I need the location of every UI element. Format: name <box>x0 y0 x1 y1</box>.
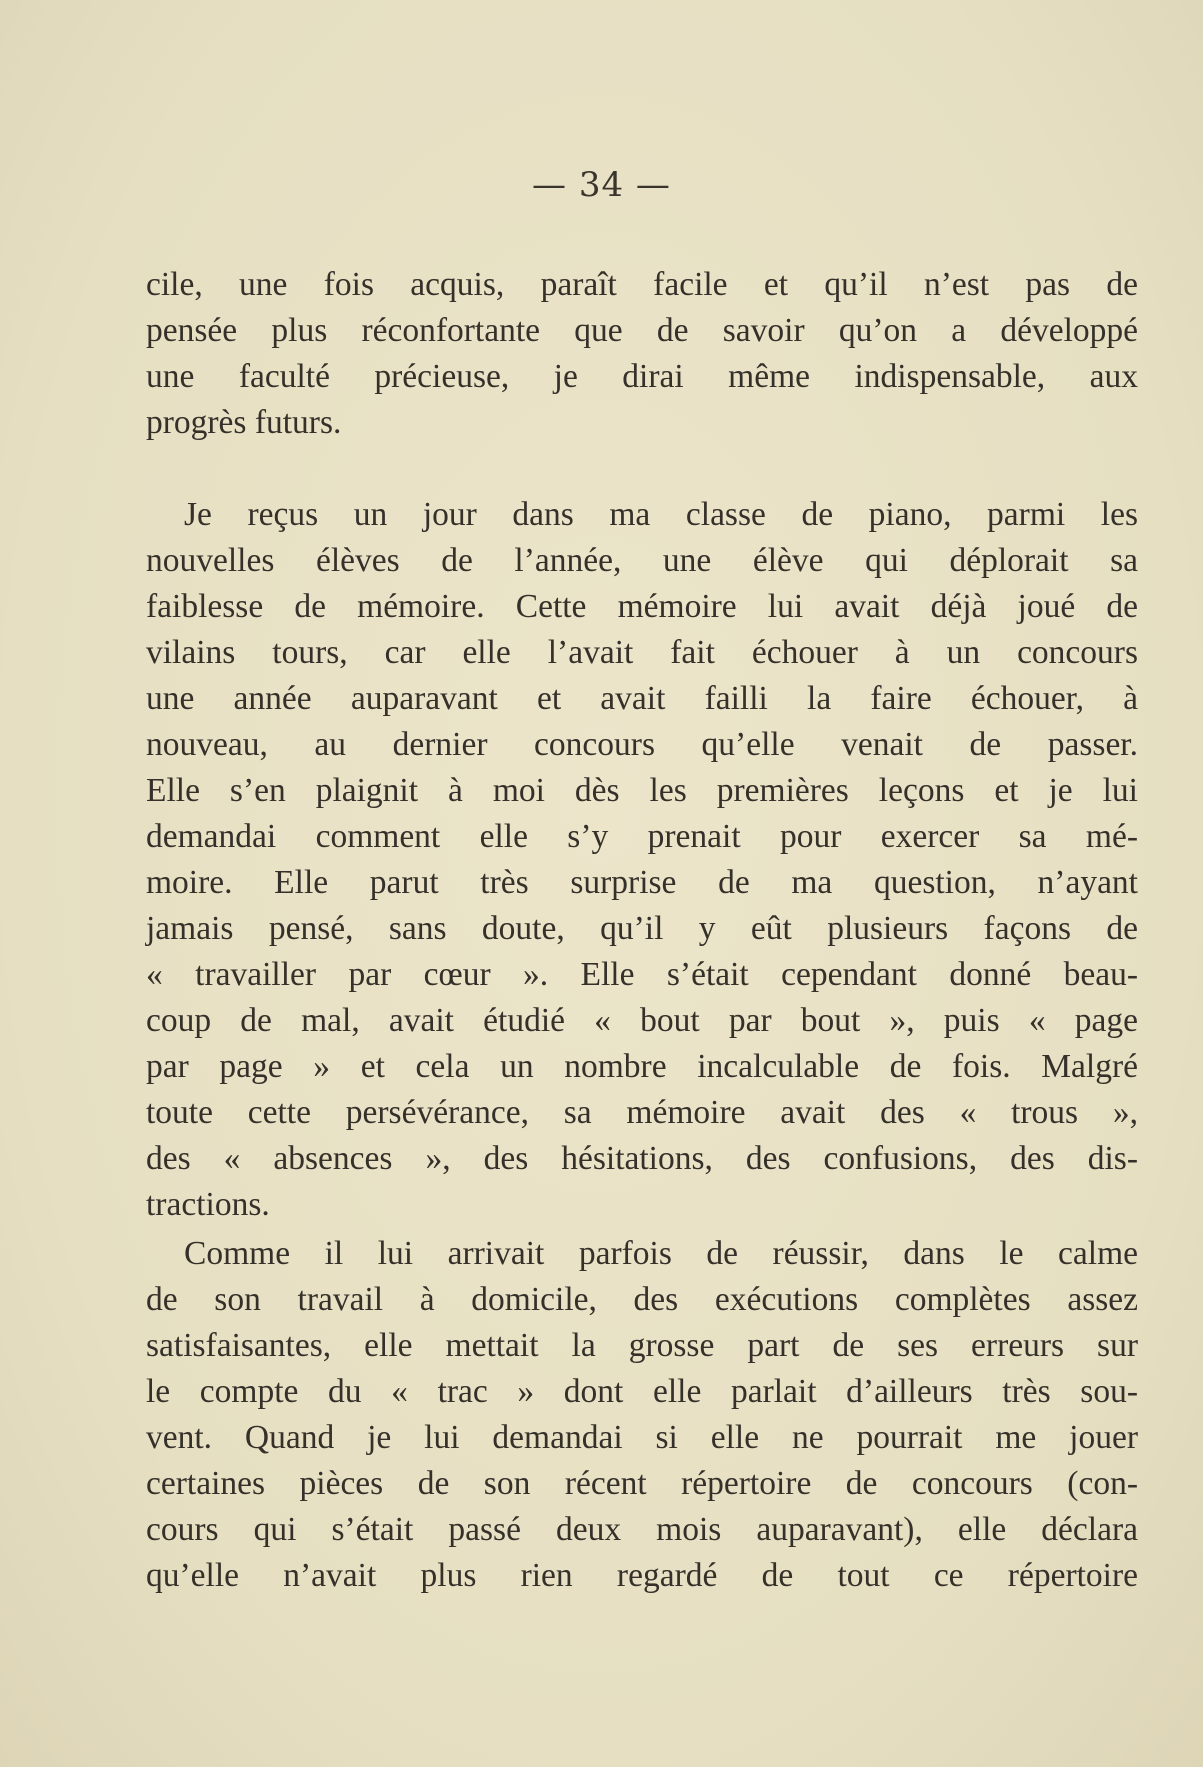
text-line: Je reçus un jour dans ma classe de piano, parmi les <box>184 496 1138 533</box>
text-line: satisfaisantes, elle mettait la grosse part de ses erreurs sur <box>146 1327 1138 1364</box>
text-line: progrès futurs. <box>146 404 342 441</box>
text-line: des « absences », des hésitations, des confusions, des dis- <box>146 1140 1138 1177</box>
text-line: vent. Quand je lui demandai si elle ne pourrait me jouer <box>146 1419 1138 1456</box>
text-line: moire. Elle parut très surprise de ma question, n’ayant <box>146 864 1138 901</box>
text-line: demandai comment elle s’y prenait pour exercer sa mé- <box>146 818 1138 855</box>
text-line: une faculté précieuse, je dirai même indispensable, aux <box>146 358 1138 395</box>
text-line: cours qui s’était passé deux mois auparavant), elle déclara <box>146 1511 1138 1548</box>
text-line: cile, une fois acquis, paraît facile et qu’il n’est pas de <box>146 266 1138 303</box>
text-line: « travailler par cœur ». Elle s’était cependant donné beau- <box>146 956 1138 993</box>
text-line: une année auparavant et avait failli la faire échouer, à <box>146 680 1138 717</box>
text-line: jamais pensé, sans doute, qu’il y eût plusieurs façons de <box>146 910 1138 947</box>
text-line: toute cette persévérance, sa mémoire avait des « trous », <box>146 1094 1138 1131</box>
text-line: certaines pièces de son récent répertoire de concours (con- <box>146 1465 1138 1502</box>
text-line: Elle s’en plaignit à moi dès les premières leçons et je lui <box>146 772 1138 809</box>
text-line: qu’elle n’avait plus rien regardé de tout ce répertoire <box>146 1557 1138 1594</box>
text-line: faiblesse de mémoire. Cette mémoire lui avait déjà joué de <box>146 588 1138 625</box>
text-line: tractions. <box>146 1186 270 1223</box>
text-line: de son travail à domicile, des exécutions complètes assez <box>146 1281 1138 1318</box>
text-line: nouveau, au dernier concours qu’elle venait de passer. <box>146 726 1138 763</box>
text-line: coup de mal, avait étudié « bout par bout », puis « page <box>146 1002 1138 1039</box>
page-number: — 34 — <box>532 165 671 205</box>
text-line: par page » et cela un nombre incalculable de fois. Malgré <box>146 1048 1138 1085</box>
paragraph-1 <box>146 262 1138 446</box>
text-line: Comme il lui arrivait parfois de réussir, dans le calme <box>184 1235 1138 1272</box>
text-line: nouvelles élèves de l’année, une élève qui déplorait sa <box>146 542 1138 579</box>
text-line: vilains tours, car elle l’avait fait échouer à un concours <box>146 634 1138 671</box>
paragraph-3 <box>146 1231 1138 1599</box>
text-line: pensée plus réconfortante que de savoir qu’on a développé <box>146 312 1138 349</box>
paragraph-2 <box>146 492 1138 1228</box>
text-line: le compte du « trac » dont elle parlait d’ailleurs très sou- <box>146 1373 1138 1410</box>
